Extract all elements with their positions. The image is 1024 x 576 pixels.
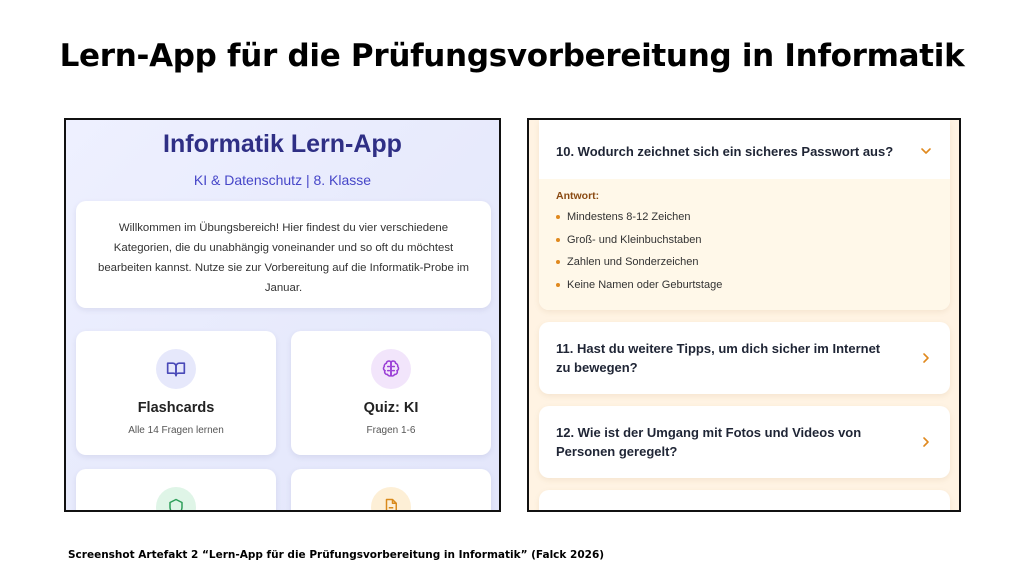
document-icon (371, 487, 411, 512)
faq-answer (539, 179, 950, 310)
category-card-flashcards[interactable] (76, 331, 276, 455)
chevron-right-icon[interactable] (920, 436, 932, 448)
slide-title: Lern-App für die Prüfungsvorbereitung in Informatik (59, 38, 965, 74)
chevron-right-icon[interactable] (920, 352, 932, 364)
welcome-card (76, 201, 491, 308)
answer-item: Zahlen und Sonderzeichen (556, 256, 933, 279)
category-card-3[interactable] (76, 469, 276, 512)
faq-question: 10. Wodurch zeichnet sich ein sicheres Passwort aus? (556, 144, 894, 159)
screenshot-home (64, 118, 501, 512)
faq-question: 12. Wie ist der Umgang mit Fotos und Videos von Personen geregelt? (556, 425, 862, 459)
faq-item-11[interactable] (539, 322, 950, 394)
brain-icon (371, 349, 411, 389)
category-subtitle: Alle 14 Fragen lernen (128, 425, 224, 436)
answer-label: Antwort: (556, 190, 600, 202)
faq-item-12[interactable] (539, 406, 950, 478)
answer-item: Mindestens 8-12 Zeichen (556, 211, 933, 234)
app-title: Informatik Lern-App (163, 130, 402, 158)
shield-icon (156, 487, 196, 512)
answer-item: Groß- und Kleinbuchstaben (556, 234, 933, 257)
welcome-text: Willkommen im Übungsbereich! Hier findest du vier verschiedene Kategorien, die du unabhängig voneinander und so oft du möchtest bearbeiten kannst. Nutze sie zur Vorbereitung auf die Informatik-Probe im Januar. (97, 222, 470, 294)
faq-item-next[interactable] (539, 490, 950, 512)
screenshot-faq (527, 118, 961, 512)
faq-question: 11. Hast du weitere Tipps, um dich sicher im Internet zu bewegen? (556, 341, 881, 375)
category-card-quiz-ki[interactable] (291, 331, 491, 455)
category-title: Flashcards (137, 400, 215, 416)
book-icon (156, 349, 196, 389)
category-card-4[interactable] (291, 469, 491, 512)
faq-item-expanded[interactable] (539, 120, 950, 310)
category-title: Quiz: KI (363, 400, 419, 416)
app-subtitle: KI & Datenschutz | 8. Klasse (193, 172, 372, 188)
category-subtitle: Fragen 1-6 (366, 425, 416, 436)
answer-item: Keine Namen oder Geburtstage (556, 279, 933, 302)
chevron-down-icon[interactable] (920, 145, 932, 157)
slide-caption: Screenshot Artefakt 2 “Lern-App für die Prüfungsvorbereitung in Informatik” (Falck 2026) (68, 549, 605, 561)
